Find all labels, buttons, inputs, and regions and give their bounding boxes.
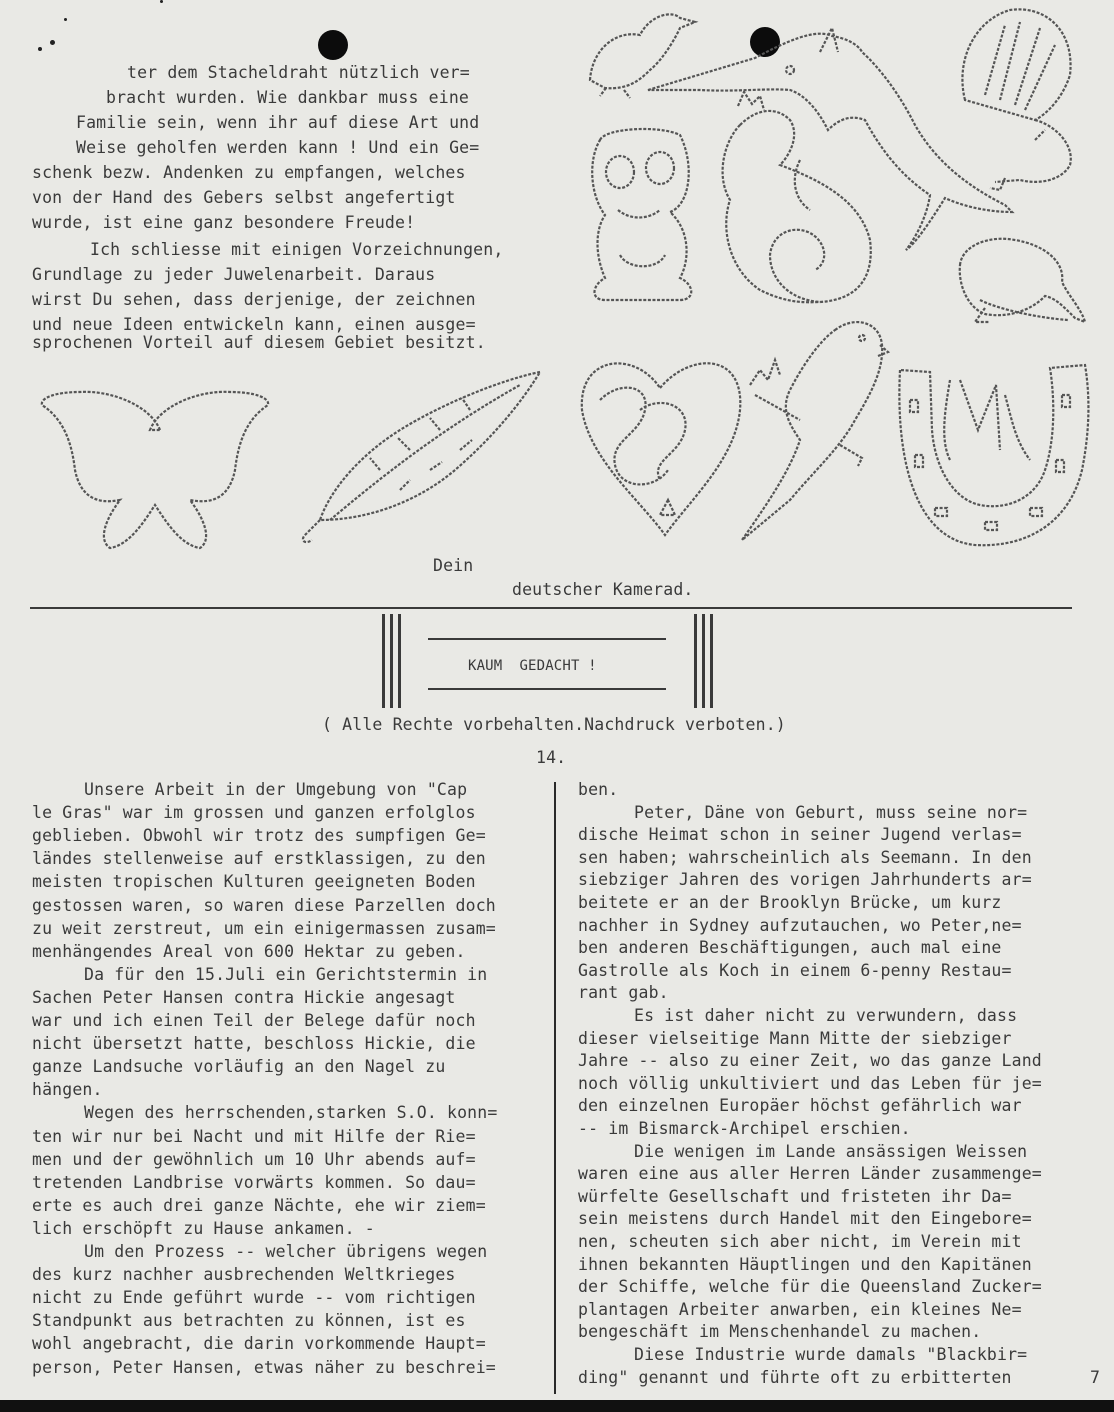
text-line: geblieben. Obwohl wir trotz des sumpfigen Ge= bbox=[32, 826, 486, 846]
signature-dein: Dein bbox=[433, 556, 474, 575]
kiwi-icon bbox=[960, 239, 1085, 322]
text-line: -- im Bismarck-Archipel erschien. bbox=[578, 1119, 911, 1138]
feather-icon bbox=[303, 372, 540, 542]
frame-bar bbox=[694, 614, 697, 708]
swordfish-icon bbox=[648, 28, 1012, 250]
text-line: Die wenigen im Lande ansässigen Weissen bbox=[634, 1141, 1028, 1161]
horseshoe-monogram-icon bbox=[899, 365, 1088, 545]
text-line: nicht zu Ende geführt wurde -- vom richtigen bbox=[32, 1288, 476, 1308]
frame-bar bbox=[382, 614, 385, 708]
text-line: Da für den 15.Juli ein Gerichtstermin in bbox=[84, 964, 488, 984]
text-line: noch völlig unkultiviert und das Leben für je= bbox=[578, 1073, 1042, 1093]
chapter-number: 14. bbox=[536, 748, 567, 767]
text-line: erte es auch drei ganze Nächte, ehe wir ziem= bbox=[32, 1195, 486, 1215]
text-line: tretenden Landbrise vorwärts kommen. So dau= bbox=[32, 1172, 476, 1192]
text-line: der Schiffe, welche für die Queensland Zucker= bbox=[578, 1277, 1042, 1297]
page-number: 7 bbox=[1090, 1368, 1101, 1387]
frame-bar bbox=[710, 614, 713, 708]
text-line: bracht wurden. Wie dankbar muss eine bbox=[106, 88, 470, 107]
column-divider bbox=[554, 782, 556, 1394]
section-title: KAUM GEDACHT ! bbox=[468, 658, 597, 674]
text-line: waren eine aus aller Herren Länder zusammenge= bbox=[578, 1164, 1042, 1184]
section-divider bbox=[30, 607, 1072, 609]
text-line: Peter, Däne von Geburt, muss seine nor= bbox=[634, 802, 1028, 822]
text-line: beitete er an der Brooklyn Brücke, um kurz bbox=[578, 893, 1002, 912]
text-line: nen, scheuten sich aber nicht, im Verein mit bbox=[578, 1232, 1022, 1251]
frame-bar bbox=[702, 614, 705, 708]
text-line: gestossen waren, so waren diese Parzellen doch bbox=[32, 895, 496, 915]
text-line: bengeschäft im Menschenhandel zu machen. bbox=[578, 1322, 982, 1342]
text-line: ding" genannt und führte oft zu erbitterten bbox=[578, 1367, 1012, 1387]
tiki-icon bbox=[592, 129, 691, 300]
text-line: Unsere Arbeit in der Umgebung von "Cap bbox=[84, 780, 468, 799]
text-line: Standpunkt aus betrachten zu können, ist es bbox=[32, 1311, 466, 1331]
text-line: sein meistens durch Handel mit den Eingebore= bbox=[578, 1209, 1032, 1229]
penguin-icon bbox=[590, 14, 695, 98]
text-line: Ich schliesse mit einigen Vorzeichnungen, bbox=[90, 240, 504, 259]
text-line: ben anderen Beschäftigungen, auch mal eine bbox=[578, 938, 1002, 958]
text-line: schenk bezw. Andenken zu empfangen, welches bbox=[32, 163, 466, 182]
text-line: ter dem Stacheldraht nützlich ver= bbox=[127, 63, 470, 82]
text-line: plantagen Arbeiter anwarben, ein kleines Ne= bbox=[578, 1299, 1022, 1319]
text-line: rant gab. bbox=[578, 983, 669, 1003]
text-line: person, Peter Hansen, etwas näher zu beschrei= bbox=[32, 1357, 496, 1377]
butterfly-icon bbox=[42, 392, 268, 548]
frame-bar bbox=[428, 638, 666, 640]
text-line: Weise geholfen werden kann ! Und ein Ge= bbox=[76, 138, 480, 157]
text-line: wirst Du sehen, dass derjenige, der zeichnen bbox=[32, 290, 476, 309]
text-line: ländes stellenweise auf erstklassigen, zu den bbox=[32, 849, 486, 869]
text-line: Gastrolle als Koch in einem 6-penny Restau= bbox=[578, 960, 1012, 980]
budgie-icon bbox=[742, 322, 888, 540]
text-line: Grundlage zu jeder Juwelenarbeit. Daraus bbox=[32, 265, 436, 284]
text-line: hängen. bbox=[32, 1080, 103, 1100]
fantail-bird-icon bbox=[962, 9, 1070, 190]
text-line: dieser vielseitige Mann Mitte der siebziger bbox=[578, 1028, 1012, 1048]
text-line: men und der gewöhnlich um 10 Uhr abends auf= bbox=[32, 1149, 476, 1169]
text-line: sprochenen Vorteil auf diesem Gebiet besitzt. bbox=[32, 333, 486, 352]
text-line: von der Hand des Gebers selbst angefertigt bbox=[32, 188, 456, 207]
seahorse-icon bbox=[723, 92, 871, 302]
text-line: war und ich einen Teil der Belege dafür noch bbox=[32, 1011, 476, 1030]
text-line: meisten tropischen Kulturen geeigneten Boden bbox=[32, 872, 476, 892]
title-frame bbox=[382, 614, 712, 712]
text-line: nachher in Sydney aufzutauchen, wo Peter,ne= bbox=[578, 915, 1022, 935]
text-line: ben. bbox=[578, 780, 619, 799]
text-line: Diese Industrie wurde damals "Blackbir= bbox=[634, 1345, 1028, 1364]
text-line: und neue Ideen entwickeln kann, einen ausge= bbox=[32, 315, 476, 334]
signature-kamerad: deutscher Kamerad. bbox=[512, 580, 694, 599]
frame-bar bbox=[428, 688, 666, 690]
heart-monogram-icon bbox=[582, 363, 741, 535]
page-bottom-edge bbox=[0, 1400, 1114, 1412]
text-line: Um den Prozess -- welcher übrigens wegen bbox=[84, 1242, 488, 1261]
text-line: le Gras" war im grossen und ganzen erfolglos bbox=[32, 803, 476, 823]
frame-bar bbox=[398, 614, 401, 708]
text-line: ten wir nur bei Nacht und mit Hilfe der Rie= bbox=[32, 1126, 476, 1146]
text-line: lich erschöpft zu Hause ankamen. - bbox=[32, 1218, 375, 1238]
text-line: würfelte Gesellschaft und fristeten ihr Da= bbox=[578, 1186, 1012, 1206]
text-line: des kurz nachher ausbrechenden Weltkrieges bbox=[32, 1265, 456, 1285]
text-line: nicht übersetzt hatte, beschloss Hickie, die bbox=[32, 1034, 476, 1054]
text-line: ihnen bekannten Häuptlingen und den Kapitänen bbox=[578, 1254, 1032, 1274]
text-line: Wegen des herrschenden,starken S.O. konn= bbox=[84, 1103, 498, 1123]
text-line: wurde, ist eine ganz besondere Freude! bbox=[32, 213, 416, 232]
text-line: sen haben; wahrscheinlich als Seemann. In den bbox=[578, 847, 1032, 867]
text-line: den einzelnen Europäer höchst gefährlich war bbox=[578, 1096, 1022, 1116]
text-line: menhängendes Areal von 600 Hektar zu geben. bbox=[32, 941, 466, 961]
text-line: dische Heimat schon in seiner Jugend verlas= bbox=[578, 825, 1022, 845]
text-line: siebziger Jahren des vorigen Jahrhunderts ar= bbox=[578, 870, 1032, 890]
text-line: Jahre -- also zu einer Zeit, wo das ganze Land bbox=[578, 1051, 1042, 1071]
rights-notice: ( Alle Rechte vorbehalten.Nachdruck verboten.) bbox=[322, 715, 786, 734]
text-line: Es ist daher nicht zu verwundern, dass bbox=[634, 1006, 1018, 1025]
frame-bar bbox=[390, 614, 393, 708]
text-line: zu weit zerstreut, um ein einigermassen zusam= bbox=[32, 918, 496, 938]
text-line: ganze Landsuche vorläufig an den Nagel zu bbox=[32, 1057, 446, 1077]
text-line: Sachen Peter Hansen contra Hickie angesagt bbox=[32, 987, 456, 1007]
text-line: Familie sein, wenn ihr auf diese Art und bbox=[76, 113, 480, 132]
text-line: wohl angebracht, die darin vorkommende Haupt= bbox=[32, 1334, 486, 1354]
